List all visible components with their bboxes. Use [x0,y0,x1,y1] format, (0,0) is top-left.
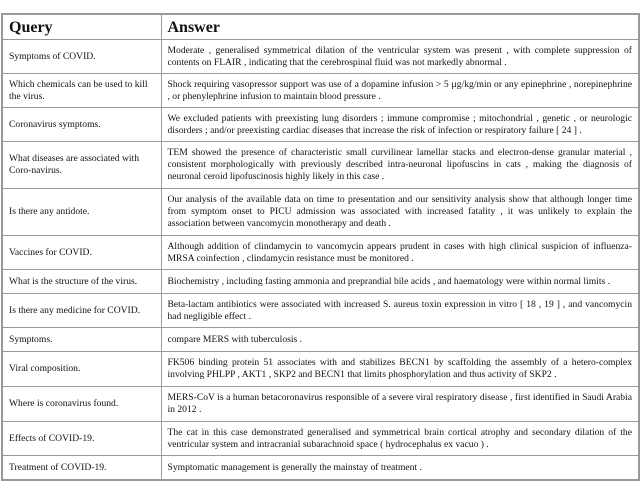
query-answer-table [1,13,640,481]
answer-cell: compare MERS with tuberculosis . [161,328,639,352]
answer-cell: FK506 binding protein 51 associates with and stabilizes BECN1 by scaffolding the assembly of a hetero-complex involving PHLPP , AKT1 , SKP2 and BECN1 that limits phosphorylation and thus activity of SKP2 . [161,352,639,387]
table-row [2,236,639,270]
answer-cell: Although addition of clindamycin to vancomycin appears prudent in cases with high clinical suspicion of influenza-MRSA coinfection , clindamycin resistance must be monitored . [161,236,639,270]
query-cell: Viral composition. [2,352,161,387]
answer-cell: TEM showed the presence of characteristic small curvilinear lamellar stacks and electron-dense granular material , consistent morphologically with previously described intra-neuronal lipofuscins in cats , making the diagnosis of neuronal ceroid lipofuscinosis highly likely in this case . [161,142,639,189]
table-row [2,108,639,142]
table-row [2,352,639,387]
header-row [2,14,639,40]
answer-cell: We excluded patients with preexisting lung disorders ; immune compromise ; mitochondrial , genetic , or neurologic disorders ; and/or preexisting cardiac diseases that increase the risk of infection or respiratory failure [ 24 ] . [161,108,639,142]
answer-cell: Biochemistry , including fasting ammonia and preprandial bile acids , and haematology were within normal limits . [161,270,639,294]
table-row [2,422,639,456]
answer-cell: Symptomatic management is generally the mainstay of treatment . [161,456,639,481]
answer-column-header: Answer [161,14,639,40]
query-cell: Is there any antidote. [2,189,161,236]
answer-cell: Moderate , generalised symmetrical dilation of the ventricular system was present , with complete suppression of contents on FLAIR , indicating that the cerebrospinal fluid was not markedly abnormal . [161,40,639,74]
query-cell: What diseases are associated with Coro-navirus. [2,142,161,189]
table-row [2,387,639,422]
query-cell: Vaccines for COVID. [2,236,161,270]
table-row [2,40,639,74]
table-row [2,74,639,108]
answer-cell: Beta-lactam antibiotics were associated with increased S. aureus toxin expression in vitro [ 18 , 19 ] , and vancomycin had negligible effect . [161,294,639,328]
query-cell: Is there any medicine for COVID. [2,294,161,328]
query-cell: What is the structure of the virus. [2,270,161,294]
table-row [2,142,639,189]
query-cell: Which chemicals can be used to kill the virus. [2,74,161,108]
query-cell: Symptoms. [2,328,161,352]
query-cell: Where is coronavirus found. [2,387,161,422]
table-row [2,270,639,294]
table-row [2,189,639,236]
query-cell: Coronavirus symptoms. [2,108,161,142]
answer-cell: Our analysis of the available data on time to presentation and our sensitivity analysis show that although longer time from symptom onset to PICU admission was associated with increased fatality , it was unlikely to explain the association between vancomycin monotherapy and death . [161,189,639,236]
query-column-header: Query [2,14,161,40]
query-cell: Effects of COVID-19. [2,422,161,456]
table-row [2,294,639,328]
table-row [2,328,639,352]
answer-cell: MERS-CoV is a human betacoronavirus responsible of a severe viral respiratory disease , first identified in Saudi Arabia in 2012 . [161,387,639,422]
query-cell: Treatment of COVID-19. [2,456,161,481]
answer-cell: Shock requiring vasopressor support was use of a dopamine infusion > 5 µg/kg/min or any epinephrine , norepinephrine , or phenylephrine infusion to maintain blood pressure . [161,74,639,108]
answer-cell: The cat in this case demonstrated generalised and symmetrical brain cortical atrophy and secondary dilation of the ventricular system and intracranial subarachnoid space ( hydrocephalus ex vacuo ) . [161,422,639,456]
query-cell: Symptoms of COVID. [2,40,161,74]
table-row [2,456,639,481]
